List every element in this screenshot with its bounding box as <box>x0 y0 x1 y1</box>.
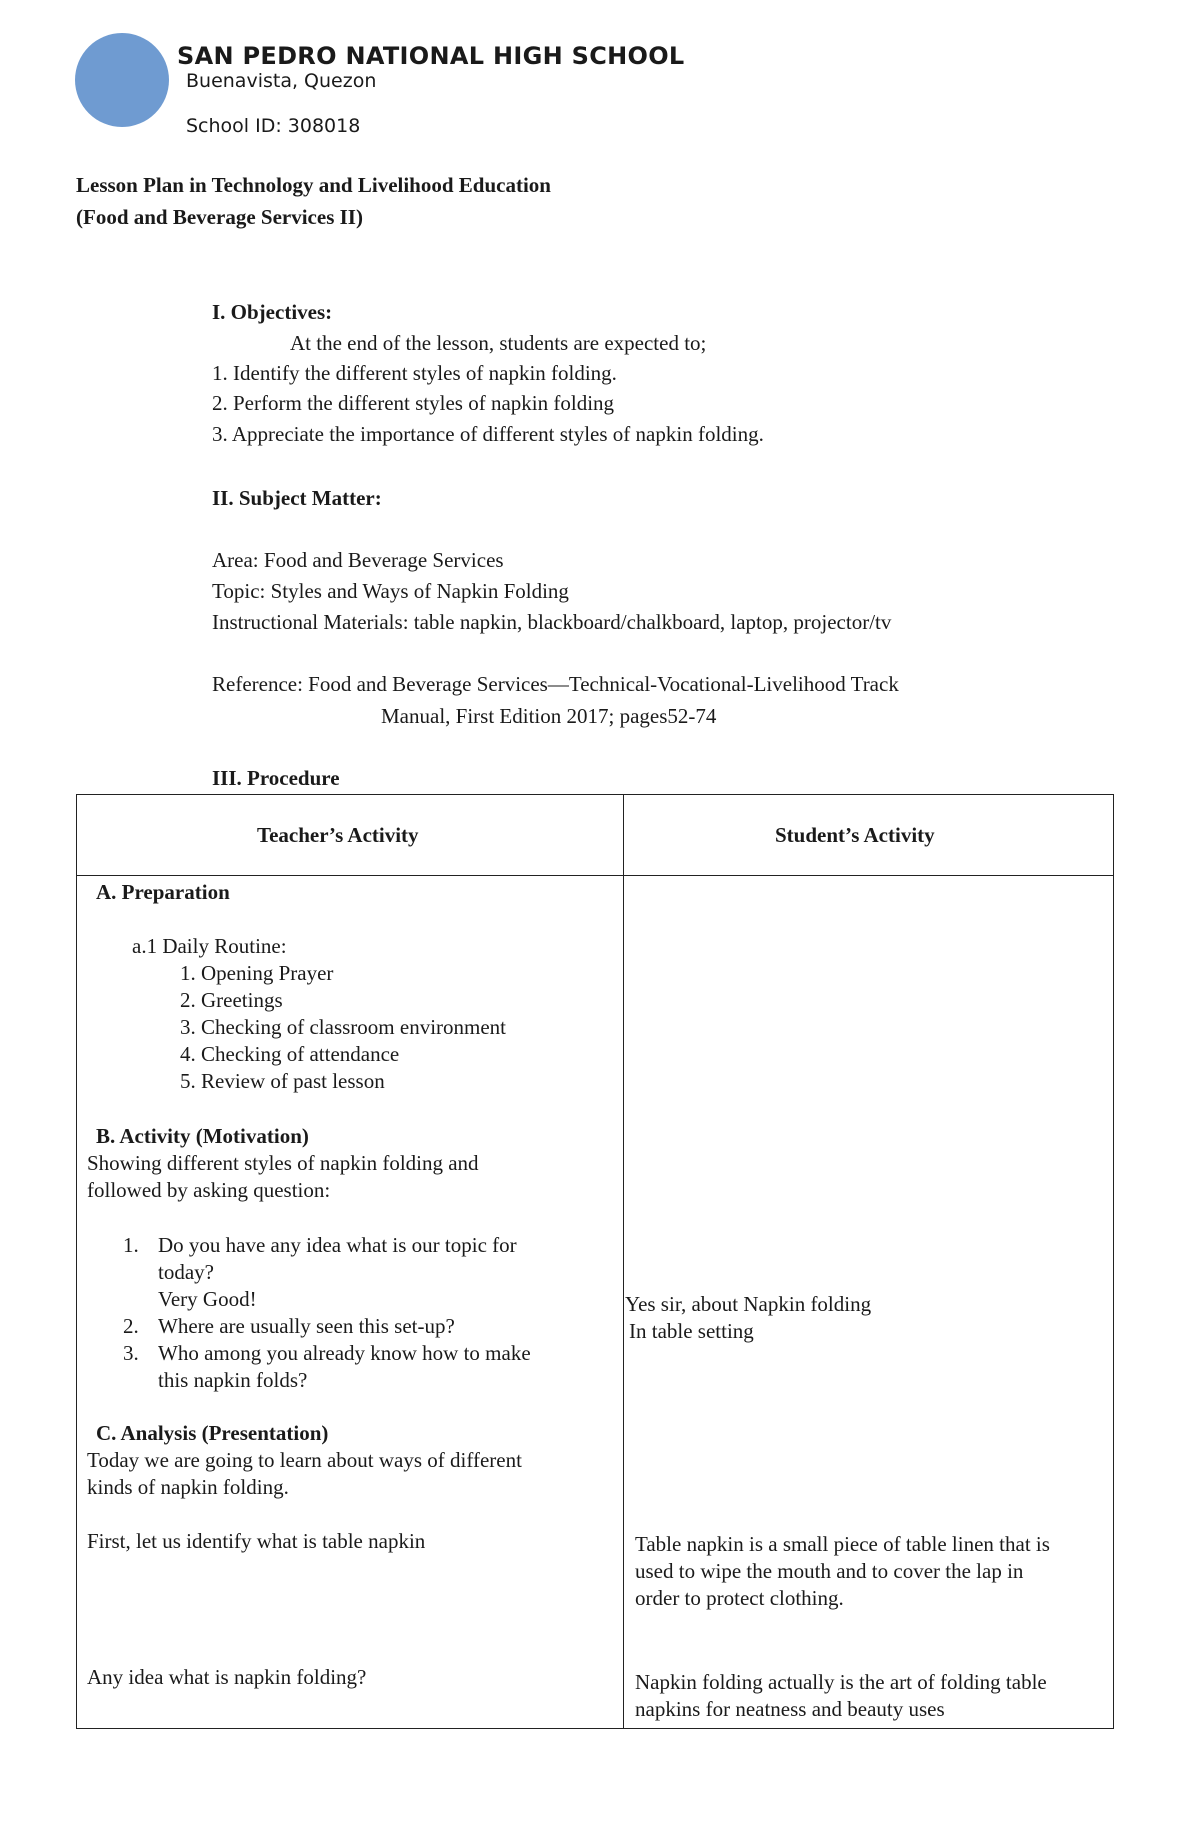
school-id: School ID: 308018 <box>186 115 361 137</box>
objectives-heading: I. Objectives: <box>212 300 333 324</box>
question-2: Where are usually seen this set-up? <box>158 1314 455 1338</box>
objective-item: 2. Perform the different styles of napkin folding <box>212 391 615 415</box>
preparation-heading: A. Preparation <box>96 880 230 904</box>
school-address: Buenavista, Quezon <box>186 70 377 92</box>
reference-line: Reference: Food and Beverage Services—Technical-Vocational-Livelihood Track <box>212 672 899 696</box>
question-3: Who among you already know how to make <box>158 1341 531 1365</box>
question-number: 3. <box>123 1341 139 1365</box>
procedure-heading: III. Procedure <box>212 766 340 790</box>
routine-item: 5. Review of past lesson <box>180 1069 385 1093</box>
student-answer: In table setting <box>629 1319 754 1343</box>
student-answer-continued: napkins for neatness and beauty uses <box>635 1697 945 1721</box>
student-answer: Table napkin is a small piece of table linen that is <box>635 1532 1050 1556</box>
instructional-materials: Instructional Materials: table napkin, blackboard/chalkboard, laptop, projector/tv <box>212 610 892 634</box>
column-divider <box>623 795 624 1728</box>
subject-area: Area: Food and Beverage Services <box>212 548 504 572</box>
routine-item: 2. Greetings <box>180 988 283 1012</box>
subject-matter-heading: II. Subject Matter: <box>212 486 382 510</box>
lesson-plan-title: Lesson Plan in Technology and Livelihood Education <box>76 173 551 197</box>
analysis-intro-continued: kinds of napkin folding. <box>87 1475 289 1499</box>
question-3-continued: this napkin folds? <box>158 1368 308 1392</box>
question-number: 1. <box>123 1233 139 1257</box>
reference-line-continued: Manual, First Edition 2017; pages52-74 <box>381 704 717 728</box>
activity-intro-continued: followed by asking question: <box>87 1178 331 1202</box>
analysis-heading: C. Analysis (Presentation) <box>96 1421 329 1445</box>
student-answer: Napkin folding actually is the art of folding table <box>635 1670 1047 1694</box>
routine-item: 1. Opening Prayer <box>180 961 334 985</box>
subject-topic: Topic: Styles and Ways of Napkin Folding <box>212 579 569 603</box>
student-answer: Yes sir, about Napkin folding <box>625 1292 872 1316</box>
header-divider <box>77 875 1113 876</box>
routine-item: 4. Checking of attendance <box>180 1042 400 1066</box>
student-activity-header: Student’s Activity <box>775 823 935 847</box>
student-answer-continued: order to protect clothing. <box>635 1586 844 1610</box>
school-logo <box>75 33 169 127</box>
daily-routine-label: a.1 Daily Routine: <box>132 934 287 958</box>
teacher-response: Very Good! <box>158 1287 257 1311</box>
question-1-continued: today? <box>158 1260 214 1284</box>
lesson-plan-subtitle: (Food and Beverage Services II) <box>76 205 363 229</box>
school-name: SAN PEDRO NATIONAL HIGH SCHOOL <box>177 42 685 70</box>
objective-item: 1. Identify the different styles of napkin folding. <box>212 361 617 385</box>
routine-item: 3. Checking of classroom environment <box>180 1015 507 1039</box>
analysis-intro: Today we are going to learn about ways of different <box>87 1448 522 1472</box>
question-1: Do you have any idea what is our topic for <box>158 1233 517 1257</box>
analysis-prompt: Any idea what is napkin folding? <box>87 1665 367 1689</box>
objectives-intro: At the end of the lesson, students are expected to; <box>290 331 707 355</box>
activity-intro: Showing different styles of napkin folding and <box>87 1151 479 1175</box>
procedure-table <box>76 794 1114 1729</box>
teacher-activity-header: Teacher’s Activity <box>257 823 419 847</box>
student-answer-continued: used to wipe the mouth and to cover the lap in <box>635 1559 1024 1583</box>
question-number: 2. <box>123 1314 139 1338</box>
activity-heading: B. Activity (Motivation) <box>96 1124 309 1148</box>
objective-item: 3. Appreciate the importance of different styles of napkin folding. <box>212 422 764 446</box>
analysis-prompt: First, let us identify what is table napkin <box>87 1529 426 1553</box>
